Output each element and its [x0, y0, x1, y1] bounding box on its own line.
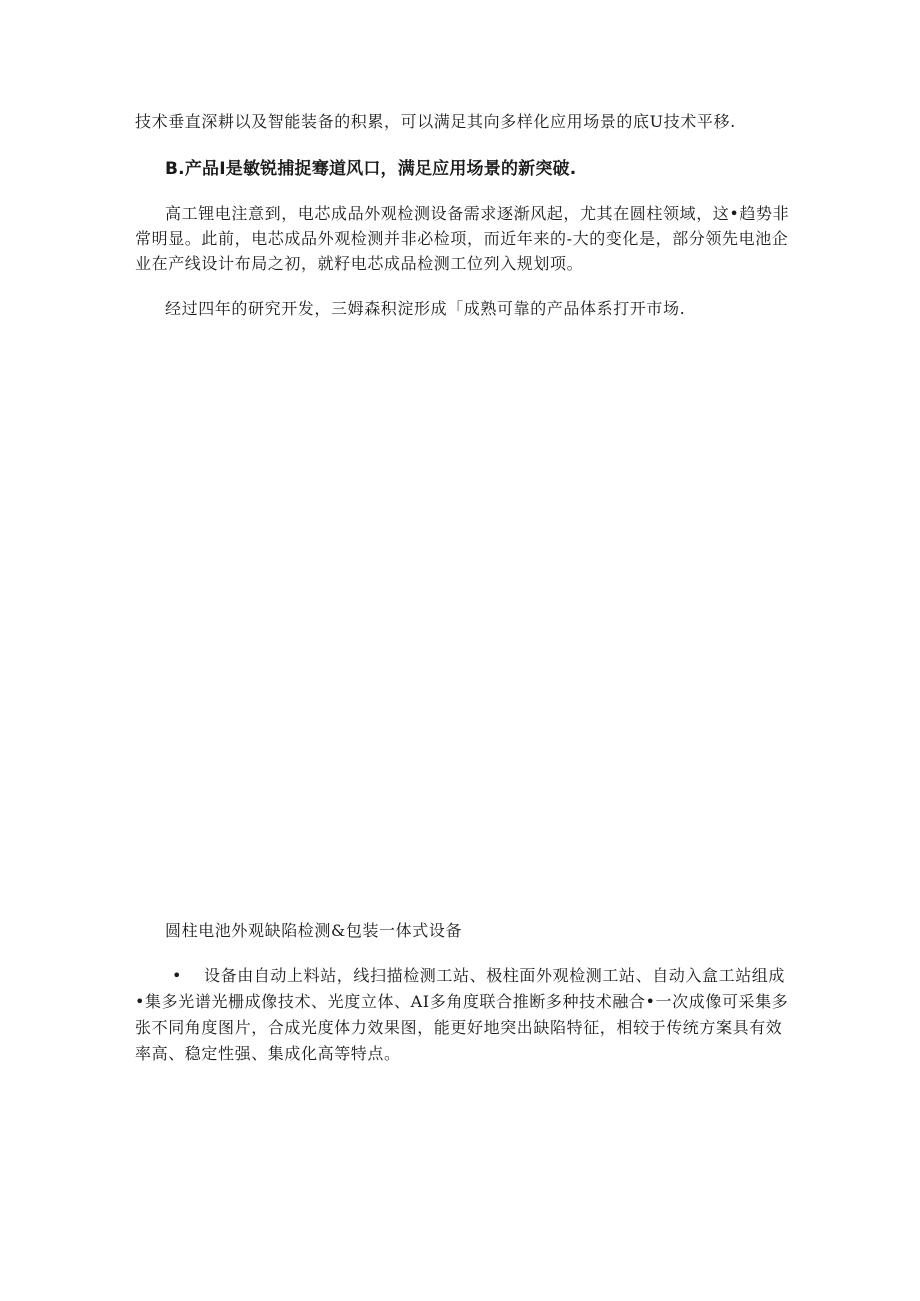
- bullet-symbol: •: [172, 966, 183, 985]
- paragraph-intro-tail: 技术垂直深耕以及智能装备的积累，可以满足其向多样化应用场景的底U技术平移.: [135, 112, 736, 131]
- paragraph-market: 高工锂电注意到，电芯成品外观检测设备需求逐渐风起，尤其在圆柱领域，这•趋势非常明显。此前，电芯成品外观检测并非必检项，而近年来的-大的变化是，部分领先电池企业在产线设计布局之初，就籽电芯成品检测工位列入规划项。: [135, 204, 790, 273]
- paragraph-development: 经过四年的研究开发，三姆森积淀形成「成熟可靠的产品体系打开市场.: [165, 299, 686, 318]
- bullet-text: 设备由自动上料站，线扫描检测工站、极柱面外观检测工站、自动入盒工站组成•集多光谱光栅成像技术、光度立体、AI多角度联合推断多种技术融合•一次成像可采集多张不同角度图片，合成光度体力效果图，能更好地突出缺陷特征，相较于传统方案具有效率高、稳定性强、集成化高等特点。: [135, 966, 789, 1063]
- figure-caption: 圆柱电池外观缺陷检测&包装一体式设备: [165, 921, 463, 940]
- section-heading: B.产品I是敏锐捕捉骞道风口，满足应用场景的新突破.: [165, 159, 577, 179]
- bullet-item: [135, 963, 790, 1067]
